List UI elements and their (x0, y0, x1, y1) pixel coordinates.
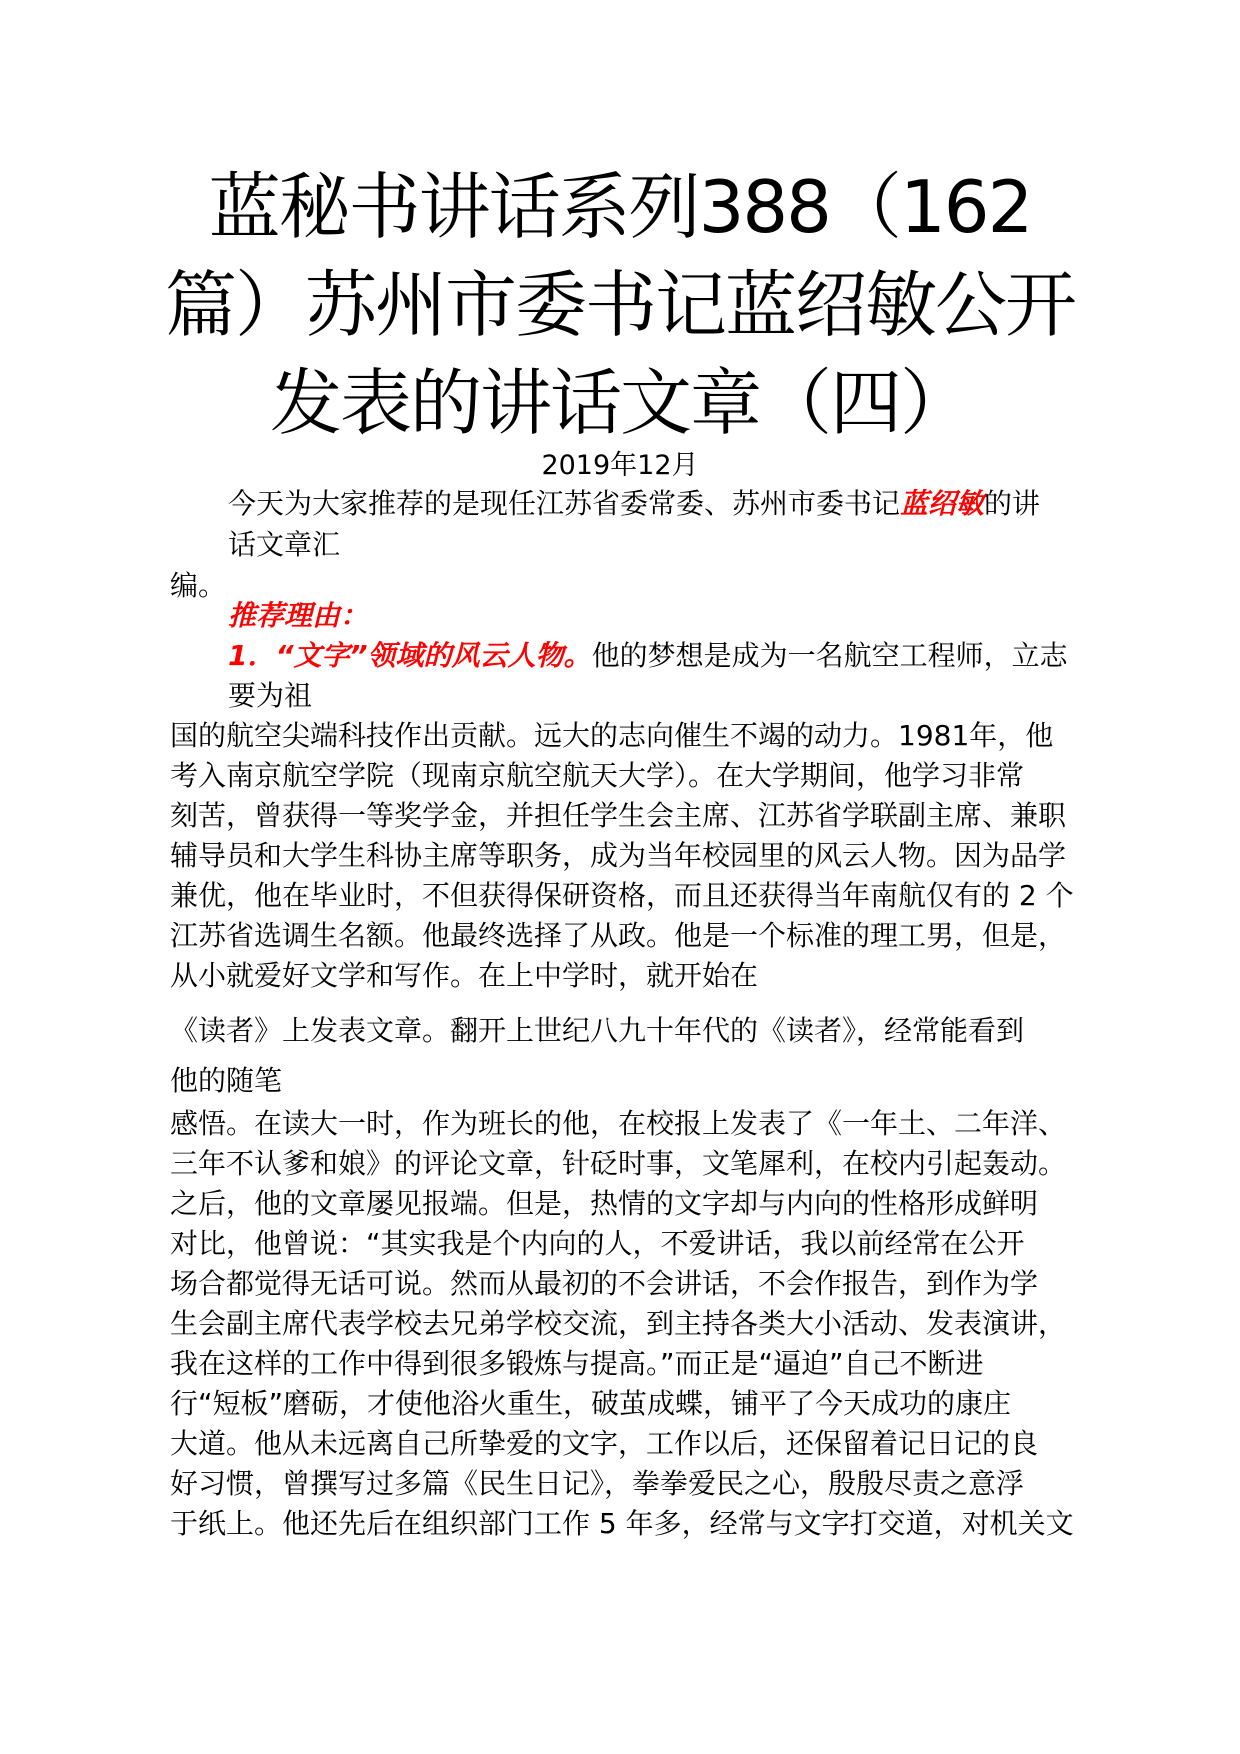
body-line: 《读者》上发表文章。翻开上世纪八九十年代的《读者》，经常能看到 (170, 1014, 1025, 1047)
body-line: 兼优，他在毕业时，不但获得保研资格，而且还获得当年南航仅有的 2 个 (170, 879, 1074, 912)
intro-line-3: 编。 (170, 569, 227, 602)
title-line-1: 蓝秘书讲话系列388（162 (208, 165, 1032, 249)
intro-text: 今天为大家推荐的是现任江苏省委常委、苏州市委书记 (228, 487, 901, 520)
title-line-2: 篇）苏州市委书记蓝绍敏公开 (164, 263, 1075, 347)
body-line: 刻苦，曾获得一等奖学金，并担任学生会主席、江苏省学联副主席、兼职 (170, 799, 1067, 832)
body-line: 他的随笔 (170, 1064, 283, 1097)
body-line: 三年不认爹和娘》的评论文章，针砭时事，文笔犀利，在校内引起轰动。 (170, 1147, 1067, 1180)
point1-line-1 (228, 636, 1068, 676)
body-line: 辅导员和大学生科协主席等职务，成为当年校园里的风云人物。因为品学 (170, 839, 1067, 872)
body-line: 我在这样的工作中得到很多锻炼与提高。”而正是“逼迫”自己不断进 (170, 1347, 984, 1380)
document-date: 2019年12月 (541, 450, 699, 481)
point1-heading: “文字”领域的风云人物。 (275, 639, 592, 672)
body-line: 场合都觉得无话可说。然而从最初的不会讲话，不会作报告，到作为学 (170, 1267, 1039, 1300)
highlight-name: 蓝绍敏 (900, 487, 985, 520)
body-line: 对比，他曾说：“其实我是个内向的人，不爱讲话，我以前经常在公开 (170, 1227, 1025, 1260)
point1-line-2: 要为祖 (228, 679, 313, 712)
body-line: 之后，他的文章屡见报端。但是，热情的文字却与内向的性格形成鲜明 (170, 1187, 1039, 1220)
body-line: 从小就爱好文学和写作。在上中学时，就开始在 (170, 959, 759, 992)
body-line: 生会副主席代表学校去兄弟学校交流，到主持各类大小活动、发表演讲， (170, 1307, 1067, 1340)
document-title (140, 158, 1100, 452)
body-line: 国的航空尖端科技作出贡献。远大的志向催生不竭的动力。1981年，他 (170, 719, 1054, 752)
body-line: 好习惯，曾撰写过多篇《民生日记》，拳拳爱民之心，殷殷尽责之意浮 (170, 1467, 1025, 1500)
body-line: 江苏省选调生名额。他最终选择了从政。他是一个标准的理工男，但是， (170, 919, 1067, 952)
title-line-3: 发表的讲话文章（四） (269, 361, 970, 445)
body-line: 感悟。在读大一时，作为班长的他，在校报上发表了《一年土、二年洋、 (170, 1107, 1067, 1140)
point1-text: 他的梦想是成为一名航空工程师，立志 (591, 639, 1068, 672)
point1-number: 1． (228, 639, 276, 672)
body-line: 大道。他从未远离自己所挚爱的文字，工作以后，还保留着记日记的良 (170, 1427, 1039, 1460)
body-line: 考入南京航空学院（现南京航空航天大学）。在大学期间，他学习非常 (170, 759, 1025, 792)
intro-text-suffix: 的讲 (984, 487, 1041, 520)
intro-line-1 (228, 484, 1040, 524)
reason-heading: 推荐理由： (228, 599, 369, 632)
body-line: 行“短板”磨砺，才使他浴火重生，破茧成蝶，铺平了今天成功的康庄 (170, 1387, 1012, 1420)
intro-line-2: 话文章汇 (228, 528, 341, 561)
body-line: 于纸上。他还先后在组织部门工作 5 年多，经常与文字打交道，对机关文 (170, 1507, 1074, 1540)
